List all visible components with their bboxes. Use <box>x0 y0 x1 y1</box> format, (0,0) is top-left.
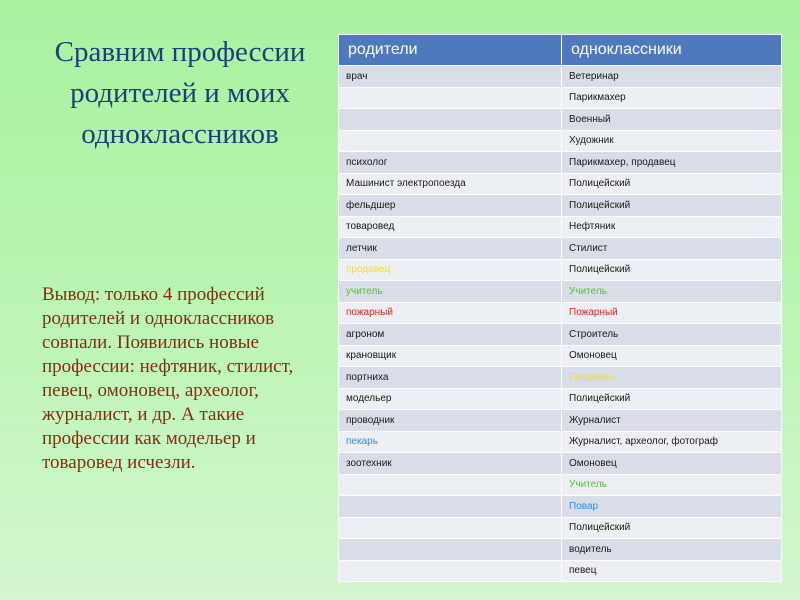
table-row <box>339 281 782 303</box>
table-row <box>339 302 782 324</box>
parent-profession-cell <box>339 109 562 131</box>
classmate-profession-cell: Омоновец <box>562 453 782 475</box>
table-row <box>339 109 782 131</box>
classmate-profession-cell: Художник <box>562 130 782 152</box>
parent-profession-cell: зоотехник <box>339 453 562 475</box>
parent-profession-cell: товаровед <box>339 216 562 238</box>
parent-profession-cell: Машинист электропоезда <box>339 173 562 195</box>
classmate-profession-cell: Повар <box>562 496 782 518</box>
parent-profession-cell <box>339 474 562 496</box>
table-row <box>339 388 782 410</box>
classmate-profession-cell: Журналист <box>562 410 782 432</box>
classmate-profession-cell: Парикмахер <box>562 87 782 109</box>
table-row <box>339 66 782 88</box>
professions-table <box>338 34 782 582</box>
classmate-profession-cell: Пожарный <box>562 302 782 324</box>
parent-profession-cell: агроном <box>339 324 562 346</box>
header-classmates: одноклассники <box>562 35 782 66</box>
table-row <box>339 539 782 561</box>
parent-profession-cell: пожарный <box>339 302 562 324</box>
classmate-profession-cell: Полицейский <box>562 517 782 539</box>
table-row <box>339 152 782 174</box>
classmate-profession-cell: Омоновец <box>562 345 782 367</box>
classmate-profession-cell: певец <box>562 560 782 582</box>
classmate-profession-cell: Полицейский <box>562 388 782 410</box>
table-row <box>339 496 782 518</box>
parent-profession-cell <box>339 87 562 109</box>
parent-profession-cell: крановщик <box>339 345 562 367</box>
header-parents: родители <box>339 35 562 66</box>
table-row <box>339 367 782 389</box>
classmate-profession-cell: Парикмахер, продавец <box>562 152 782 174</box>
table-row <box>339 560 782 582</box>
parent-profession-cell: учитель <box>339 281 562 303</box>
parent-profession-cell: фельдшер <box>339 195 562 217</box>
table-row <box>339 238 782 260</box>
table-row <box>339 474 782 496</box>
classmate-profession-cell: Учитель <box>562 474 782 496</box>
classmate-profession-cell: Нефтяник <box>562 216 782 238</box>
parent-profession-cell <box>339 539 562 561</box>
table-row <box>339 130 782 152</box>
parent-profession-cell: модельер <box>339 388 562 410</box>
table-row <box>339 517 782 539</box>
parent-profession-cell <box>339 130 562 152</box>
classmate-profession-cell: Военный <box>562 109 782 131</box>
classmate-profession-cell: Учитель <box>562 281 782 303</box>
parent-profession-cell <box>339 517 562 539</box>
table-header-row <box>339 35 782 66</box>
table-row <box>339 431 782 453</box>
parent-profession-cell: врач <box>339 66 562 88</box>
table-row <box>339 195 782 217</box>
table-row <box>339 216 782 238</box>
parent-profession-cell <box>339 496 562 518</box>
parent-profession-cell: летчик <box>339 238 562 260</box>
table-row <box>339 324 782 346</box>
table-row <box>339 173 782 195</box>
classmate-profession-cell: Журналист, археолог, фотограф <box>562 431 782 453</box>
table-row <box>339 410 782 432</box>
parent-profession-cell: проводник <box>339 410 562 432</box>
parent-profession-cell <box>339 560 562 582</box>
table-row <box>339 87 782 109</box>
conclusion-text: Вывод: только 4 профессий родителей и одноклассников совпали. Появились новые профессии: нефтяник, стилист, певец, омоновец, археолог, журналист, и др. А такие профессии как модельер и товаровед исчезли. <box>42 284 294 473</box>
classmate-profession-cell: Полицейский <box>562 195 782 217</box>
table-row <box>339 453 782 475</box>
parent-profession-cell: портниха <box>339 367 562 389</box>
parent-profession-cell: продавец <box>339 259 562 281</box>
classmate-profession-cell: Полицейский <box>562 259 782 281</box>
classmate-profession-cell: Строитель <box>562 324 782 346</box>
classmate-profession-cell: Ветеринар <box>562 66 782 88</box>
table-row <box>339 259 782 281</box>
classmate-profession-cell: Полицейский <box>562 173 782 195</box>
classmate-profession-cell: Стилист <box>562 238 782 260</box>
classmate-profession-cell: водитель <box>562 539 782 561</box>
classmate-profession-cell: Продавец <box>562 367 782 389</box>
parent-profession-cell: психолог <box>339 152 562 174</box>
parent-profession-cell: пекарь <box>339 431 562 453</box>
table-row <box>339 345 782 367</box>
slide-title: Сравним профессии родителей и моих одноклассников <box>54 36 306 150</box>
